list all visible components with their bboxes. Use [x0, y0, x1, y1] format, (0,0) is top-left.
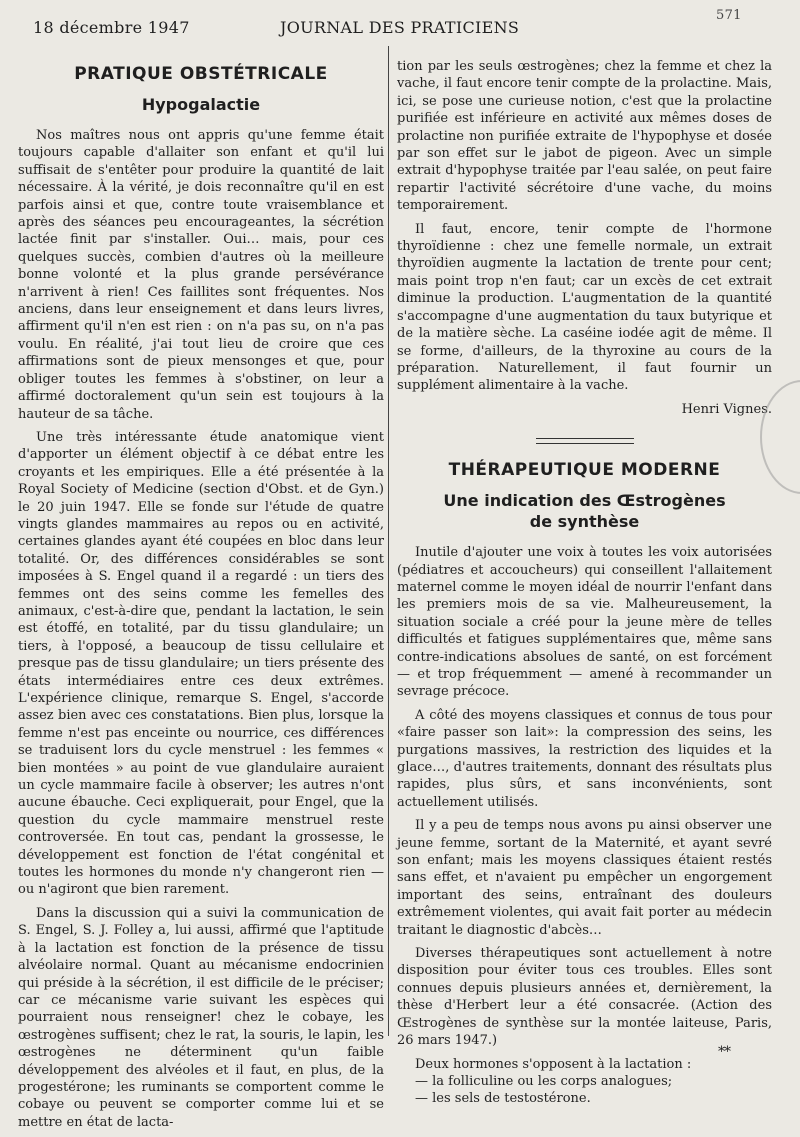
- paragraph: tion par les seuls œstrogènes; chez la femme et chez la vache, il faut encore tenir compte de la prolactine. Mais, ici, se pose une curieuse notion, c'est que la prolactine purifiée est inférieure en activité aux mêmes doses de prolactine non purifiée extraite de l'hypophyse et dosée par son effet sur le jabot de pigeon. Avec un simple extrait d'hypophyse traitée par l'eau salée, on peut faire repartir l'activité sécrétoire d'une vache, du moins temporairement.: [397, 59, 772, 214]
- footer-stars: **: [718, 1044, 730, 1060]
- paragraph: Une très intéressante étude anatomique vient d'apporter un élément objectif à ce débat entre les croyants et les empiriques. Elle a été présentée à la Royal Society of Medicine (section d'Obst. et de Gyn.) le 20 juin 1947. Elle se fonde sur l'étude de quatre vingts glandes mammaires au repos ou en activité, certaines glandes ayant été coupées en bloc dans leur totalité. Or, des différences considérables se sont imposées à S. Engel quand il a regardé : un tiers des femmes ont des seins comme les femelles des animaux, c'est-à-dire que, pendant la lactation, le sein est étoffé, en totalité, par du tissu glandulaire; un tiers, à l'opposé, a beaucoup de tissu cellulaire et presque pas de tissu glandulaire; un tiers présente des états intermédiaires entre ces deux extrêmes. L'expérience clinique, remarque S. Engel, s'accorde assez bien avec ces constatations. Bien plus, lorsque la femme n'est pas enceinte ou nourrice, ces différences se traduisent lors du cycle menstruel : les femmes « bien montées » au point de vue glandulaire auraient un cycle mammaire facile à observer; les autres n'ont aucune ébauche. Ceci expliquerait, pour Engel, que la question du cycle mammaire menstruel reste controversée. En tout cas, pendant la grossesse, le développement est fonction de l'état congénital et toutes les hormones du monde n'y changeront rien — ou n'agiront que bien rarement.: [18, 429, 384, 898]
- article-title-oestrogens: [397, 490, 772, 532]
- paragraph: Il y a peu de temps nous avons pu ainsi observer une jeune femme, sortant de la Maternité, et ayant sevré son enfant; mais les moyens classiques étaient restés sans effet, et n'avaient pu empêcher un engorgement important des seins, entraînant des douleurs extrêmement violentes, qui avait fait porter au médecin traitant le diagnostic d'abcès…: [397, 818, 772, 938]
- paragraph: A côté des moyens classiques et connus de tous pour «faire passer son lait»: la compression des seins, les purgations massives, la restriction des liquides et la glace…, d'autres traitements, donnant des résultats plus rapides, plus sûrs, et sans inconvénients, sont actuellement utilisés.: [397, 707, 772, 810]
- section-title-obstetrics: PRATIQUE OBSTÉTRICALE: [74, 64, 328, 84]
- issue-date: 18 décembre 1947: [33, 18, 190, 37]
- section-separator: [536, 438, 634, 444]
- journal-title: JOURNAL DES PRATICIENS: [280, 18, 520, 37]
- author-signature: Henri Vignes.: [681, 401, 772, 417]
- left-column: [18, 58, 384, 1137]
- page-header: [0, 0, 800, 48]
- page-number: 571: [716, 8, 742, 23]
- paragraph: Nos maîtres nous ont appris qu'une femme était toujours capable d'allaiter son enfant et qu'il lui suffisait de s'entêter pour produire la quantité de lait nécessaire. À la vérité, je dois reconnaître qu'il en est parfois ainsi et que, contre toute vraisemblance et après des séances peu encourageantes, la sécrétion lactée finit par s'installer. Oui… mais, pour ces quelques succès, combien d'autres où la meilleure bonne volonté et la plus grande persévérance n'arrivent à rien! Ces faillites sont fréquentes. Nos anciens, dans leur enseignement et dans leurs livres, affirment qu'il n'en est rien : on n'a pas su, on n'a pas voulu. En réalité, j'ai tout lieu de croire que ces affirmations sont de pieux mensonges et que, pour obliger toutes les femmes à s'obstiner, on leur a affirmé doctoralement qu'un sein est toujours à la hauteur de sa tâche.: [18, 128, 384, 422]
- article-title-line-1: Une indication des Œstrogènes: [443, 491, 726, 511]
- paragraph: Dans la discussion qui a suivi la communication de S. Engel, S. J. Folley a, lui aussi, affirmé que l'aptitude à la lactation est fonction de la présence de tissu alvéolaire normal. Quant au mécanisme endocrinien qui préside à la sécrétion, il est difficile de le préciser; car ce mécanisme varie suivant les espèces qui pourraient nous renseigner! chez le cobaye, les œstrogènes suffisent; chez le rat, la souris, le lapin, les œstrogènes ne déterminent qu'un faible développement des alvéoles et il faut, en plus, de la progestérone; les ruminants se comportent comme le cobaye ou peuvent se comporter comme lui et se mettre en état de lacta-: [18, 905, 384, 1130]
- column-divider: [388, 46, 389, 1036]
- paragraph: Il faut, encore, tenir compte de l'hormone thyroïdienne : chez une femelle normale, un extrait thyroïdien augmente la lactation de trente pour cent; mais point trop n'en faut; car un excès de cet extrait diminue la production. L'augmentation de la quantité s'accompagne d'une augmentation du taux butyrique et de la matière sèche. La caséine iodée agit de même. Il se forme, d'ailleurs, de la thyroxine au cours de la préparation. Naturellement, il faut fournir un supplément alimentaire à la vache.: [397, 221, 772, 394]
- paragraph: Diverses thérapeutiques sont actuellement à notre disposition pour éviter tous ces troubles. Elles sont connues depuis plusieurs années et, dernièrement, la thèse d'Herbert leur a été consacrée. (Action des Œstrogènes de synthèse sur la montée laiteuse, Paris, 26 mars 1947.): [397, 946, 772, 1049]
- right-column: [397, 58, 772, 1108]
- paragraph: Inutile d'ajouter une voix à toutes les voix autorisées (pédiatres et accoucheurs) qui conseillent l'allaitement maternel comme le moyen idéal de nourrir l'enfant dans les premiers mois de sa vie. Malheureusement, la situation sociale a créé pour la jeune mère de telles difficultés et fatigues supplémentaires que, même sans contre-indications absolues de santé, on est forcément — et trop fréquemment — amené à recommander un sevrage précoce.: [397, 545, 772, 700]
- article-title-hypogalactie: Hypogalactie: [141, 95, 261, 114]
- article-title-line-2: de synthèse: [529, 512, 640, 532]
- section-title-therapeutics: THÉRAPEUTIQUE MODERNE: [448, 460, 721, 481]
- list-item: — les sels de testostérone.: [415, 1091, 591, 1107]
- list-item: — la folliculine ou les corps analogues;: [415, 1073, 673, 1089]
- paragraph: Deux hormones s'opposent à la lactation :: [415, 1056, 692, 1072]
